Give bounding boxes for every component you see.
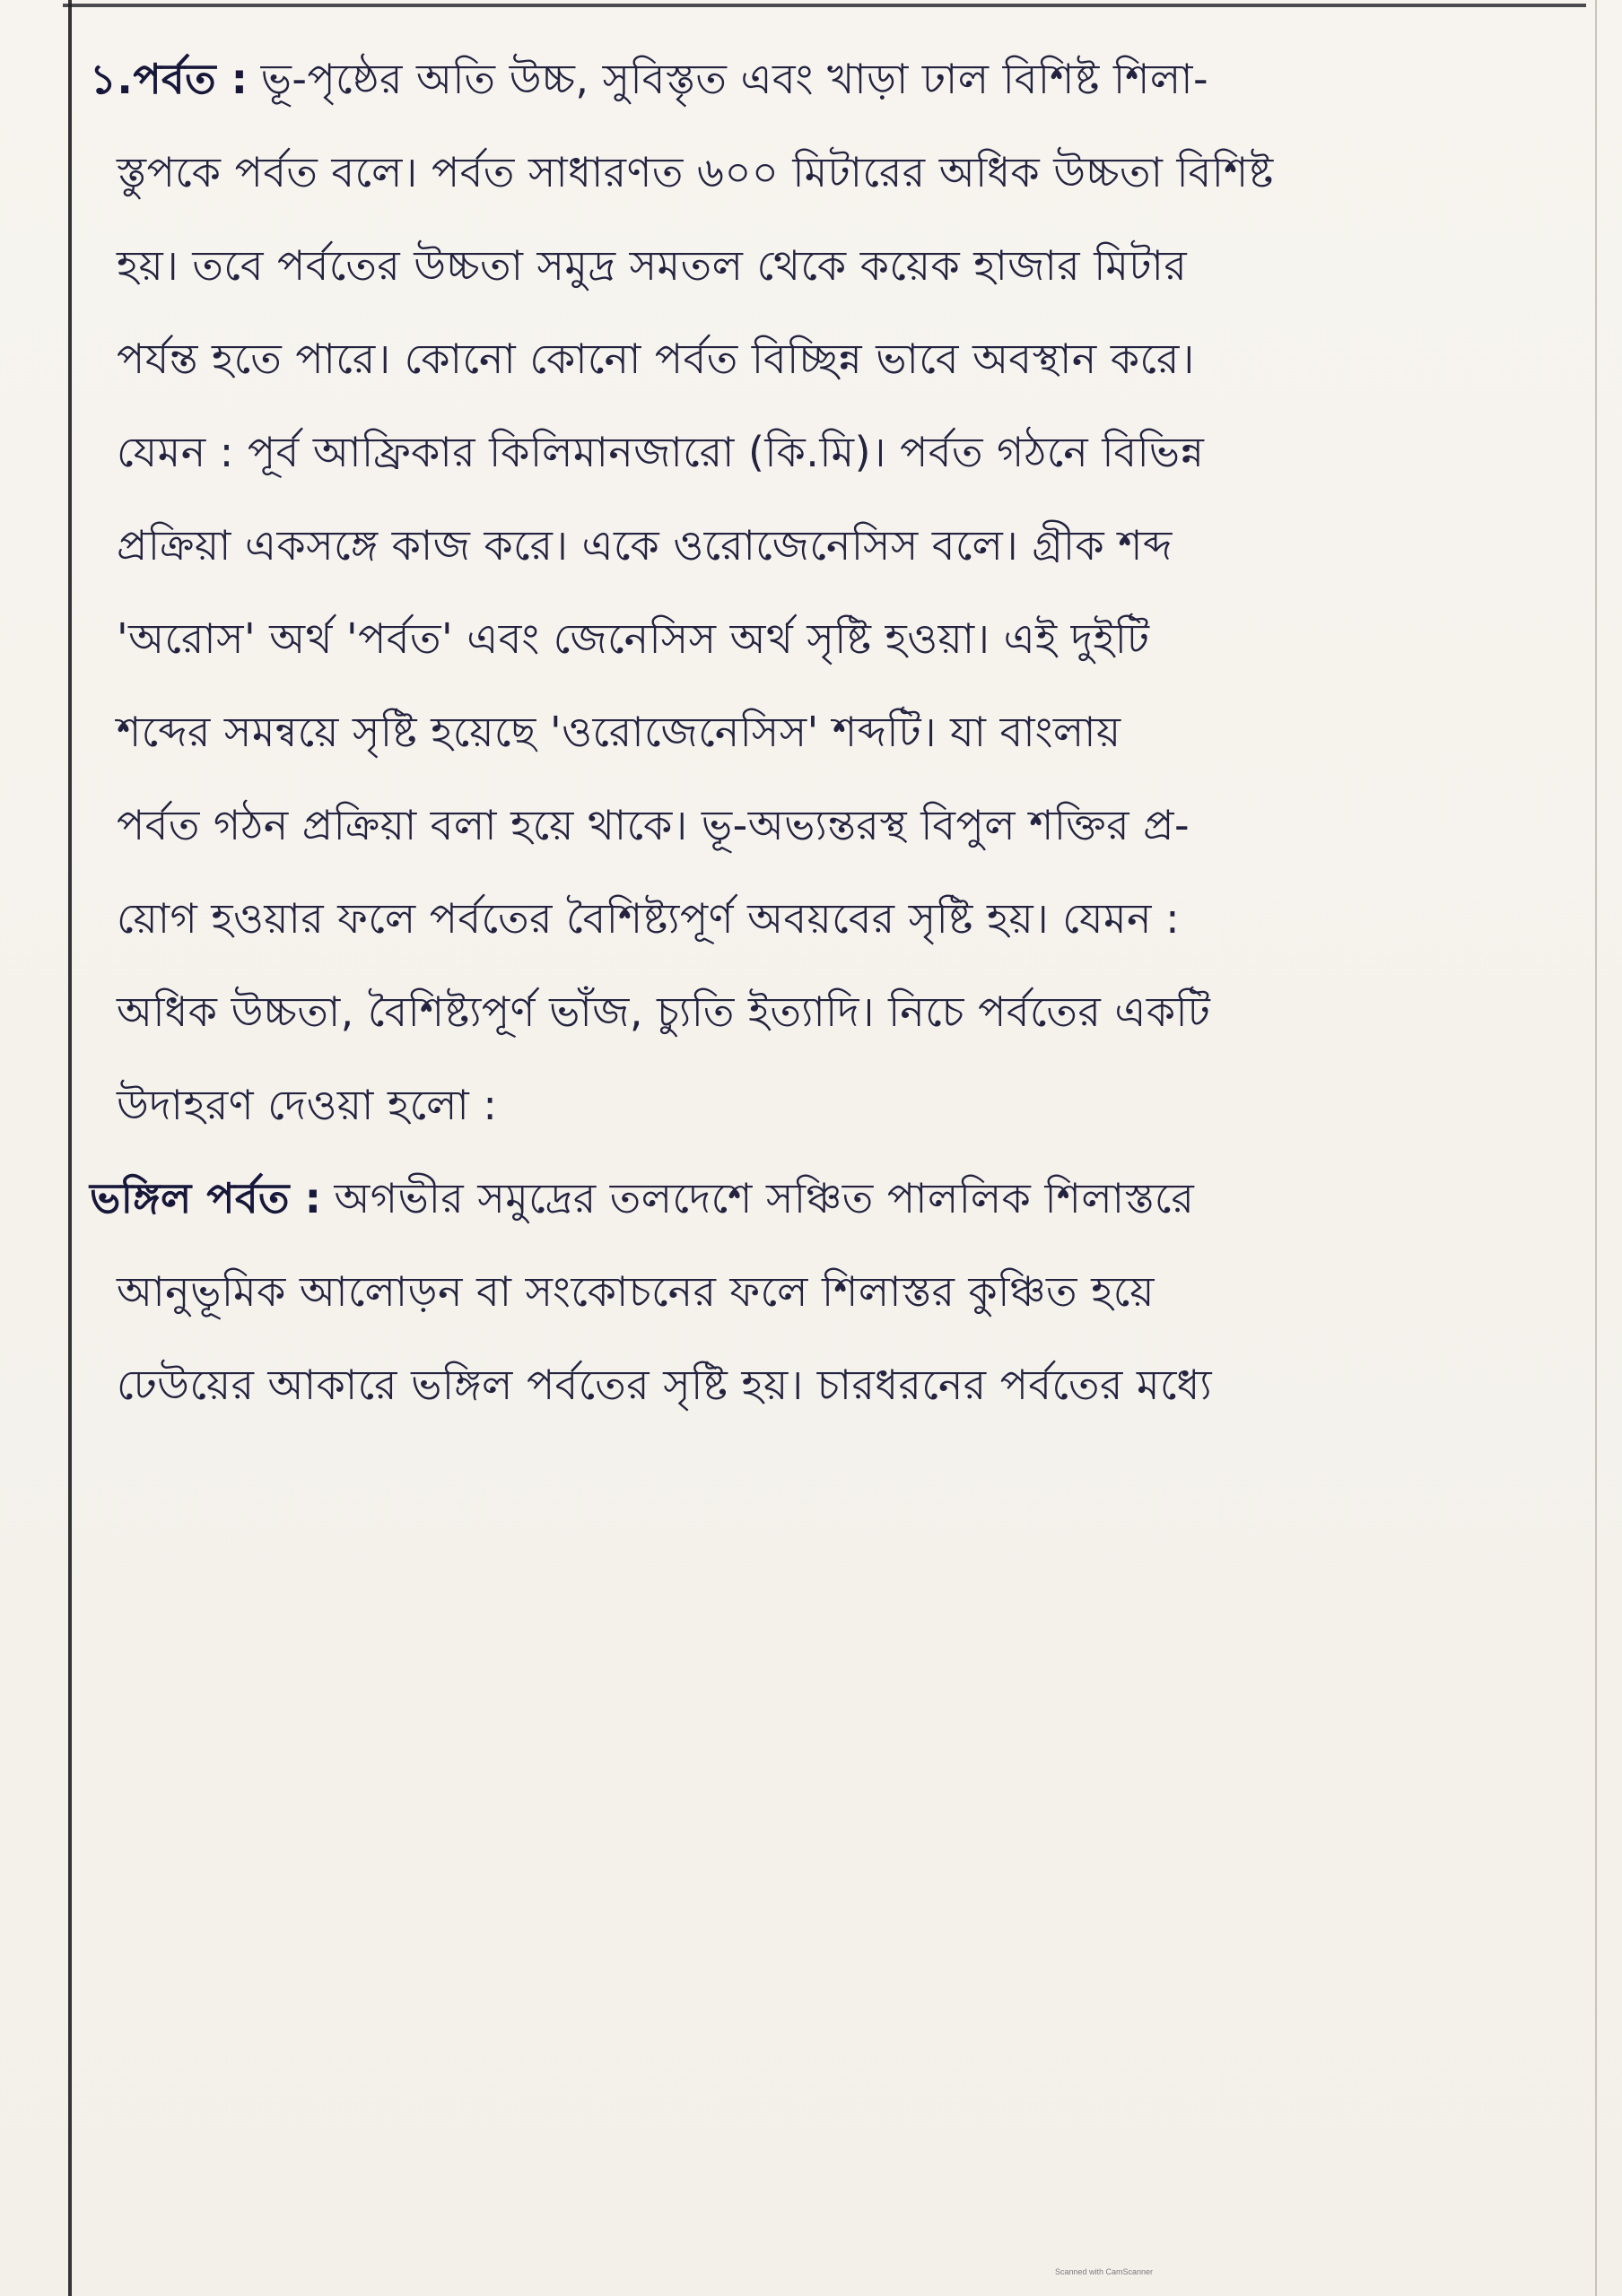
text-line-12	[90, 1062, 1561, 1155]
handwritten-text-body	[90, 36, 1561, 1435]
line-text: আনুভূমিক আলোড়ন বা সংকোচনের ফলে শিলাস্তর কুঞ্চিত হয়ে	[117, 1267, 1155, 1316]
text-line-5	[90, 409, 1561, 502]
page-edge	[1595, 0, 1597, 2296]
line-text: হয়। তবে পর্বতের উচ্চতা সমুদ্র সমতল থেকে কয়েক হাজার মিটার	[117, 241, 1188, 290]
text-line-8	[90, 689, 1561, 782]
top-rule	[63, 4, 1586, 7]
text-line-10	[90, 875, 1561, 969]
line-heading: ভঙ্গিল পর্বত :	[90, 1174, 322, 1222]
text-line-15	[90, 1342, 1561, 1435]
line-text: শব্দের সমন্বয়ে সৃষ্টি হয়েছে 'ওরোজেনেসিস' শব্দটি। যা বাংলায়	[117, 708, 1121, 756]
line-text: প্রক্রিয়া একসঙ্গে কাজ করে। একে ওরোজেনেসিস বলে। গ্রীক শব্দ	[117, 521, 1173, 570]
text-line-11	[90, 969, 1561, 1062]
line-text: যেমন : পূর্ব আফ্রিকার কিলিমানজারো (কি.মি)। পর্বত গঠনে বিভিন্ন	[117, 428, 1205, 476]
line-text: ঢেউয়ের আকারে ভঙ্গিল পর্বতের সৃষ্টি হয়। চারধরনের পর্বতের মধ্যে	[117, 1361, 1213, 1409]
line-text: য়োগ হওয়ার ফলে পর্বতের বৈশিষ্ট্যপূর্ণ অবয়বের সৃষ্টি হয়। যেমন :	[117, 894, 1181, 943]
line-heading: ১.পর্বত :	[90, 55, 249, 103]
line-text: অগভীর সমুদ্রের তলদেশে সঞ্চিত পাললিক শিলাস্তরে	[334, 1174, 1195, 1222]
line-text: স্তুপকে পর্বত বলে। পর্বত সাধারণত ৬০০ মিটারের অধিক উচ্চতা বিশিষ্ট	[117, 148, 1274, 196]
line-text: 'অরোস' অর্থ 'পর্বত' এবং জেনেসিস অর্থ সৃষ্টি হওয়া। এই দুইটি	[117, 614, 1150, 663]
margin-line	[68, 0, 72, 2296]
line-text: অধিক উচ্চতা, বৈশিষ্ট্যপূর্ণ ভাঁজ, চ্যুতি ইত্যাদি। নিচে পর্বতের একটি	[117, 987, 1211, 1036]
text-line-2	[90, 129, 1561, 222]
line-text: ভূ-পৃষ্ঠের অতি উচ্চ, সুবিস্তৃত এবং খাড়া ঢাল বিশিষ্ট শিলা-	[260, 55, 1209, 103]
line-text: পর্বত গঠন প্রক্রিয়া বলা হয়ে থাকে। ভূ-অভ্যন্তরস্থ বিপুল শক্তির প্র-	[117, 801, 1190, 849]
text-line-3	[90, 222, 1561, 316]
line-text: উদাহরণ দেওয়া হলো :	[117, 1081, 498, 1129]
text-line-13	[90, 1155, 1561, 1248]
text-line-4	[90, 316, 1561, 409]
text-line-9	[90, 782, 1561, 875]
text-line-7	[90, 596, 1561, 689]
text-line-6	[90, 502, 1561, 596]
line-text: পর্যন্ত হতে পারে। কোনো কোনো পর্বত বিচ্ছিন্ন ভাবে অবস্থান করে।	[117, 335, 1195, 383]
scanner-watermark: Scanned with CamScanner	[1055, 2267, 1154, 2276]
text-line-1	[90, 36, 1561, 129]
text-line-14	[90, 1248, 1561, 1342]
